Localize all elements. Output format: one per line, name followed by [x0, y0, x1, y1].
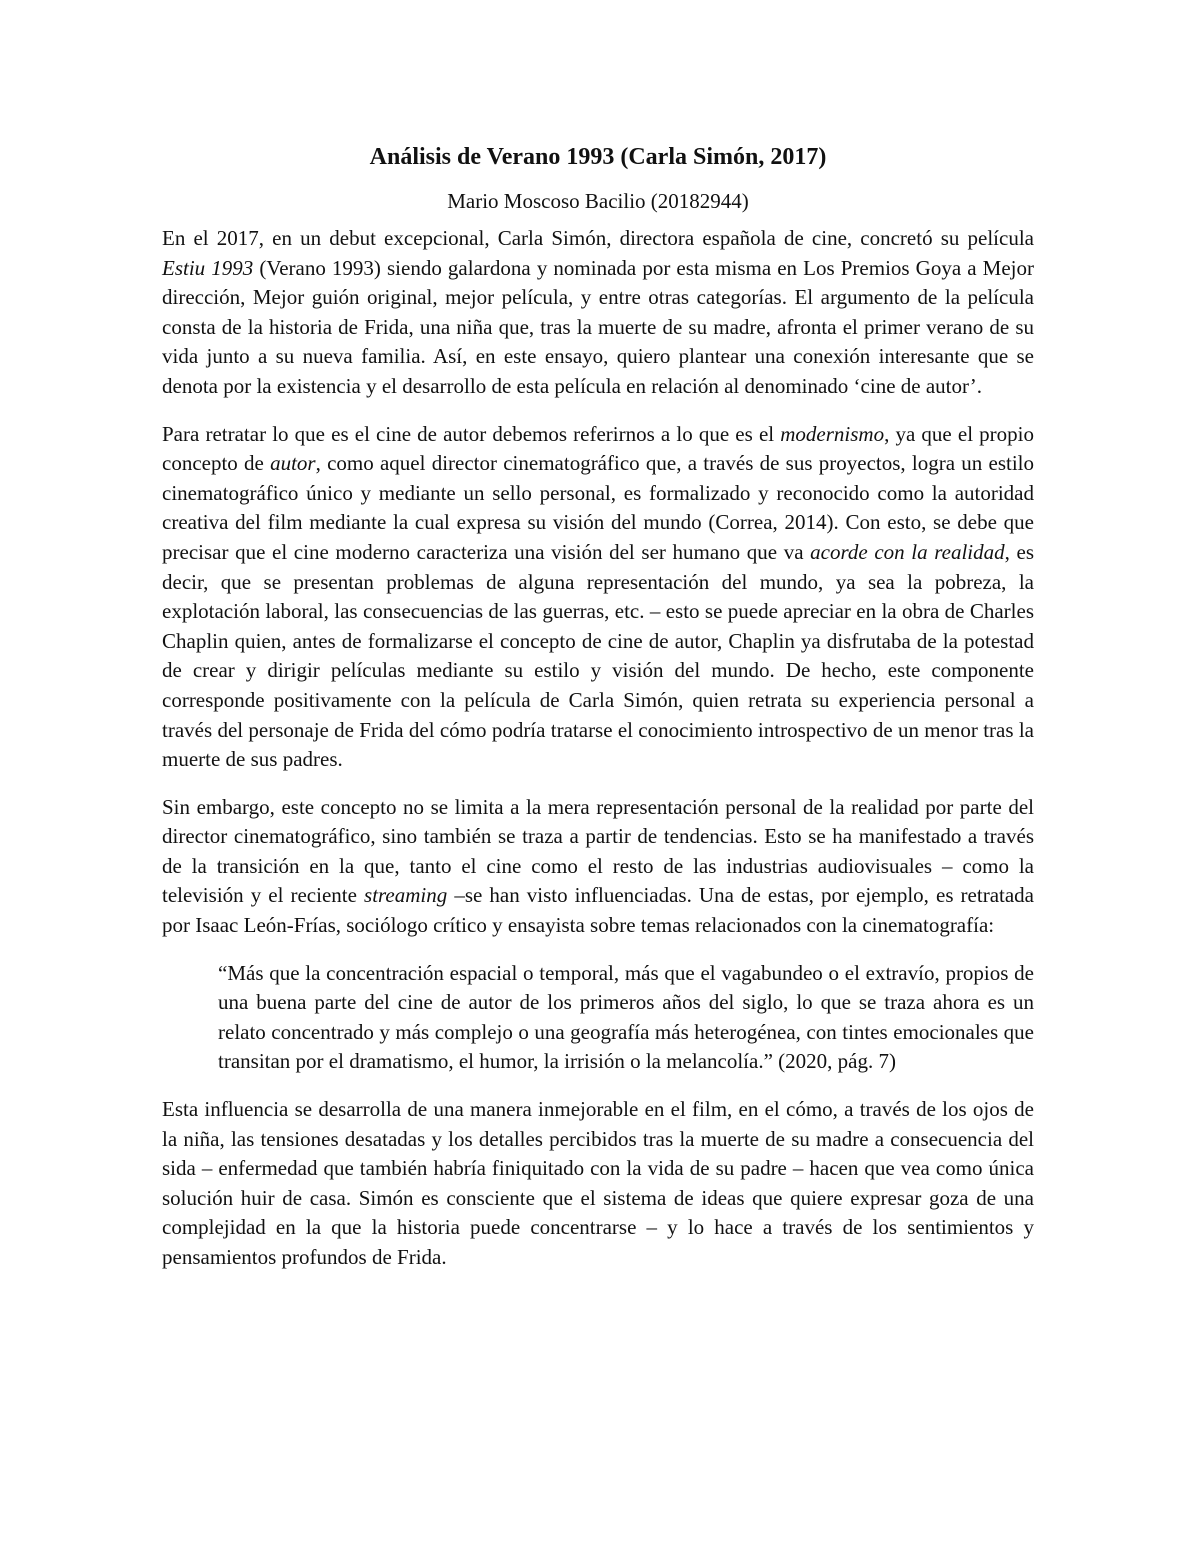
- paragraph-1-text-b: (Verano 1993) siendo galardona y nominada por esta misma en Los Premios Goya a Mejor dirección, Mejor guión original, mejor película, y entre otras categorías. El argumento de la película consta de la historia de Frida, una niña que, tras la muerte de su madre, afronta el primer verano de su vida junto a su nueva familia. Así, en este ensayo, quiero plantear una conexión interesante que se denota por la existencia y el desarrollo de esta película en relación al denominado ‘cine de autor’.: [162, 255, 1034, 398]
- paragraph-1: [162, 224, 1034, 402]
- film-title-italic: Estiu 1993: [162, 255, 254, 280]
- paragraph-4: Esta influencia se desarrolla de una manera inmejorable en el film, en el cómo, a través de los ojos de la niña, las tensiones desatadas y los detalles percibidos tras la muerte de su madre a consecuencia del sida – enfermedad que también habría finiquitado con la vida de su padre – hacen que vea como única solución huir de casa. Simón es consciente que el sistema de ideas que quiere expresar goza de una complejidad en la que la historia puede concentrarse – y lo hace a través de los sentimientos y pensamientos profundos de Frida.: [162, 1097, 1034, 1269]
- paragraph-2-text-c: , como aquel director cinematográfico que, a través de sus proyectos, logra un estilo cinematográfico único y mediante un sello personal, es formalizado y reconocido como la autoridad creativa del film mediante la cual expresa su visión del mundo (Correa, 2014). Con esto, se debe que precisar que el cine moderno caracteriza una visión del ser humano que va: [162, 451, 1034, 564]
- italic-autor: autor: [270, 451, 316, 476]
- paragraph-1-text-a: En el 2017, en un debut excepcional, Carla Simón, directora española de cine, concretó su película: [162, 226, 1034, 250]
- italic-streaming: streaming: [364, 883, 448, 908]
- paragraph-2: [162, 420, 1034, 775]
- document-page: [162, 140, 1034, 1291]
- document-author: Mario Moscoso Bacilio (20182944): [447, 189, 749, 213]
- italic-modernismo: modernismo: [780, 421, 885, 446]
- paragraph-3-text-a: Sin embargo, este concepto no se limita a la mera representación personal de la realidad por parte del director cinematográfico, sino también se traza a partir de tendencias. Esto se ha manifestado a través de la transición en la que, tanto el cine como el resto de las industrias audiovisuales – como la televisión y el reciente: [162, 794, 1034, 908]
- paragraph-2-text-b: , ya que el propio concepto de: [162, 421, 1034, 476]
- paragraph-2-text-a: Para retratar lo que es el cine de autor debemos referirnos a lo que es el: [162, 421, 781, 446]
- paragraph-3: [162, 793, 1034, 941]
- paragraph-2-text-d: , es decir, que se presentan problemas de alguna representación del mundo, ya sea la pobreza, la explotación laboral, las consecuencias de las guerras, etc. – esto se puede apreciar en la obra de Charles Chaplin quien, antes de formalizarse el concepto de cine de autor, Chaplin ya disfrutaba de la potestad de crear y dirigir películas mediante su estilo y visión del mundo. De hecho, este componente corresponde positivamente con la película de Carla Simón, quien retrata su experiencia personal a través del personaje de Frida del cómo podría tratarse el conocimiento introspectivo de un menor tras la muerte de sus padres.: [162, 539, 1034, 772]
- paragraph-3-text-b: –se han visto influenciadas. Una de estas, por ejemplo, es retratada por Isaac León-Frías, sociólogo crítico y ensayista sobre temas relacionados con la cinematografía:: [162, 883, 1034, 938]
- block-quote: “Más que la concentración espacial o temporal, más que el vagabundeo o el extravío, propios de una buena parte del cine de autor de los primeros años del siglo, lo que se traza ahora es un relato concentrado y más complejo o una geografía más heterogénea, con tintes emocionales que transitan por el dramatismo, el humor, la irrisión o la melancolía.” (2020, pág. 7): [218, 960, 1034, 1074]
- document-title: Análisis de Verano 1993 (Carla Simón, 2017): [369, 144, 827, 170]
- italic-acorde: acorde con la realidad: [810, 539, 1005, 564]
